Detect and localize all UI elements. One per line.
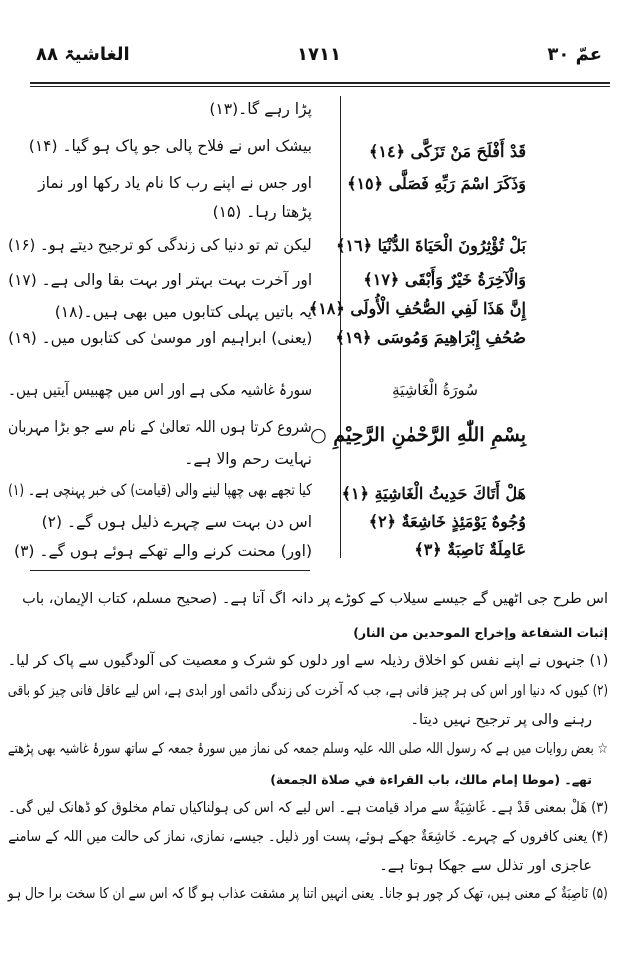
translation-line: اس دن بہت سے چہرے ذلیل ہوں گے۔ (۲) <box>41 513 312 531</box>
footnote-reference: تھے۔ (موطا إمام مالك، باب القراءة في صلاة الجمعة) <box>270 772 592 787</box>
arabic-verse: وُجُوهٌ يَوْمَئِذٍ خَاشِعَةٌ ﴿٢﴾ <box>368 512 526 531</box>
translation-line: (یعنی) ابراہیم اور موسیٰ کی کتابوں میں۔ (۱۹) <box>7 329 312 347</box>
footnote-line: رہنے والی پر ترجیح نہیں دیتا۔ <box>410 712 592 728</box>
page-header-juz: عمّ ۳۰ <box>547 44 602 65</box>
footnote-line: (۲) کیوں کہ دنیا اور اس کی ہر چیز فانی ہے، جب کہ آخرت کی زندگی دائمی اور ابدی ہے، اس لیے عاقل فانی چیز کو باقی <box>7 683 608 699</box>
translation-line: (اور) محنت کرنے والے تھکے ہوئے ہوں گے۔ (۳) <box>14 542 312 560</box>
footnote-line: اس طرح جی اٹھیں گے جیسے سیلاب کے کوڑے پر دانہ اگ آتا ہے۔ (صحیح مسلم، کتاب الإیمان، باب <box>22 591 608 607</box>
arabic-verse: هَلْ أَتَاكَ حَدِيثُ الْغَاشِيَةِ ﴿١﴾ <box>341 484 526 503</box>
arabic-verse: قَدْ أَفْلَحَ مَنْ تَزَكَّى ﴿١٤﴾ <box>369 142 526 161</box>
footnote-line: (۵) نَاصِبَةٌ کے معنی ہیں، تھک کر چور ہو جانا۔ یعنی انہیں اتنا پر مشقت عذاب ہو گا کہ اس سے ان کا سخت برا حال ہو <box>8 886 608 902</box>
translation-line: اور جس نے اپنے رب کا نام یاد رکھا اور نماز <box>38 174 312 192</box>
arabic-verse: عَامِلَةٌ نَاصِبَةٌ ﴿٣﴾ <box>414 540 526 559</box>
footnote-line: (۴) یعنی کافروں کے چہرے۔ خَاشِعَةٌ جھکے ہوئے، پست اور ذلیل۔ جیسے، نمازی، نماز کی حالت میں اللہ کے سامنے <box>7 829 608 845</box>
translation-line: پڑا رہے گا۔(۱۳) <box>209 100 312 118</box>
translation-line: پڑھتا رہا۔ (۱۵) <box>212 203 312 221</box>
footnote-line: عاجزی اور تذلل سے جھکا ہوتا ہے۔ <box>379 858 592 874</box>
footnote-rule <box>30 570 310 571</box>
surah-intro: سورۂ غاشیہ مکی ہے اور اس میں چھبیس آیتیں ہیں۔ <box>8 381 312 399</box>
arabic-verse: صُحُفِ إِبْرَاهِيمَ وَمُوسَى ﴿١٩﴾ <box>335 328 526 347</box>
page-header-surah: الغاشیۃ ۸۸ <box>36 44 130 65</box>
translation-line: یہ باتیں پہلی کتابوں میں بھی ہیں۔(۱۸) <box>54 303 312 321</box>
arabic-verse: إِنَّ هَذَا لَفِي الصُّحُفِ الْأُولَى ﴿١٨﴾ <box>308 299 526 318</box>
header-rule-thin <box>30 86 610 87</box>
basmala-translation: نہایت رحم والا ہے۔ <box>184 450 312 468</box>
footnote-line: ☆ بعض روایات میں ہے کہ رسول اللہ صلی اللہ علیہ وسلم جمعہ کی نماز میں سورۂ جمعہ کے ساتھ سورۂ غاشیہ بھی پڑھتے <box>8 741 608 757</box>
surah-heading: سُورَةُ الْغَاشِيَةِ <box>392 381 478 399</box>
footnote-line: (۱) جنہوں نے اپنے نفس کو اخلاق رذیلہ سے اور دلوں کو شرک و معصیت کی آلودگیوں سے پاک کر لیا۔ <box>7 653 608 669</box>
translation-line: بیشک اس نے فلاح پالی جو پاک ہو گیا۔ (۱۴) <box>28 137 312 155</box>
translation-line: اور آخرت بہت بہتر اور بہت بقا والی ہے۔ (۱۷) <box>8 271 312 289</box>
footnote-reference: إثبات الشفاعة وإخراج الموحدین من النار) <box>353 625 608 640</box>
arabic-verse: وَالْآخِرَةُ خَيْرٌ وَأَبْقَى ﴿١٧﴾ <box>363 270 526 289</box>
arabic-verse: بَلْ تُؤْثِرُونَ الْحَيَاةَ الدُّنْيَا ﴿١٦﴾ <box>336 236 526 255</box>
footnote-line: (۳) هَلْ بمعنی قَدْ ہے۔ غَاشِيَةٌ سے مراد قیامت ہے۔ اس لیے کہ اس کی ہولناکیاں تمام مخلوق کو ڈھانک لیں گی۔ <box>7 800 608 816</box>
basmala-translation: شروع کرتا ہوں اللہ تعالیٰ کے نام سے جو بڑا مہربان <box>8 418 312 436</box>
page-number: ۱۷۱۱ <box>297 44 341 65</box>
arabic-verse: وَذَكَرَ اسْمَ رَبِّهِ فَصَلَّى ﴿١٥﴾ <box>347 174 526 193</box>
translation-line: کیا تجھے بھی چھپا لینے والی (قیامت) کی خبر پہنچی ہے۔ (۱) <box>8 481 313 499</box>
basmala: بِسْمِ اللّٰهِ الرَّحْمٰنِ الرَّحِيْمِ ○ <box>310 424 526 446</box>
translation-line: لیکن تم تو دنیا کی زندگی کو ترجیح دیتے ہو۔ (۱۶) <box>8 236 312 254</box>
header-rule <box>30 82 610 84</box>
